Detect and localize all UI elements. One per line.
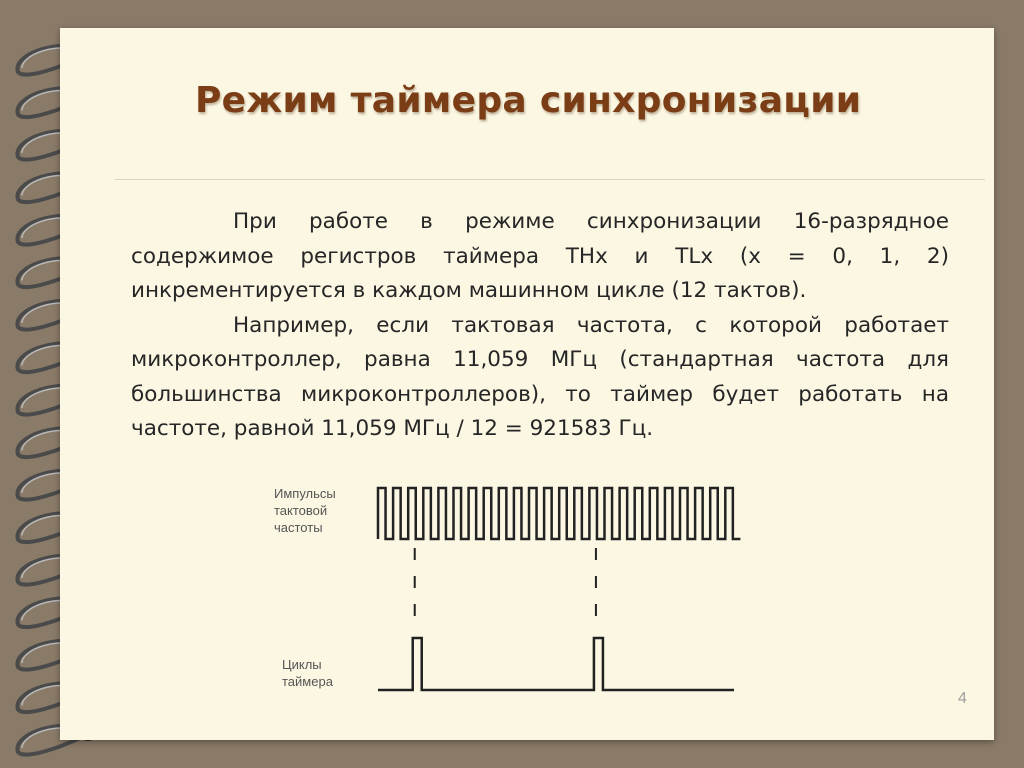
- timer-label-line-1: Циклы: [282, 657, 322, 672]
- clock-label-line-1: Импульсы: [274, 486, 336, 501]
- page-number: 4: [958, 690, 967, 707]
- timer-waveform: [378, 638, 734, 690]
- slide-body: [131, 205, 949, 447]
- timer-label-line-2: таймера: [282, 674, 333, 689]
- slide-title: Режим таймера синхронизации: [195, 80, 862, 121]
- clock-label-line-2: тактовой: [274, 503, 328, 518]
- clock-waveform: [378, 488, 740, 539]
- paragraph-1: При работе в режиме синхронизации 16-разрядное содержимое регистров таймера THx и TLx (x = 0, 1, 2) инкрементируется в каждом машинном цикле (12 тактов).: [131, 209, 949, 303]
- title-divider: [115, 179, 985, 180]
- paragraph-2: Например, если тактовая частота, с которой работает микроконтроллер, равна 11,059 МГц (стандартная частота для большинства микроконтроллеров), то таймер будет работать на частоте, равной 11,059 МГц / 12 = 921583 Гц.: [131, 312, 949, 441]
- clock-label-line-3: частоты: [274, 520, 323, 535]
- timing-diagram: [262, 470, 762, 700]
